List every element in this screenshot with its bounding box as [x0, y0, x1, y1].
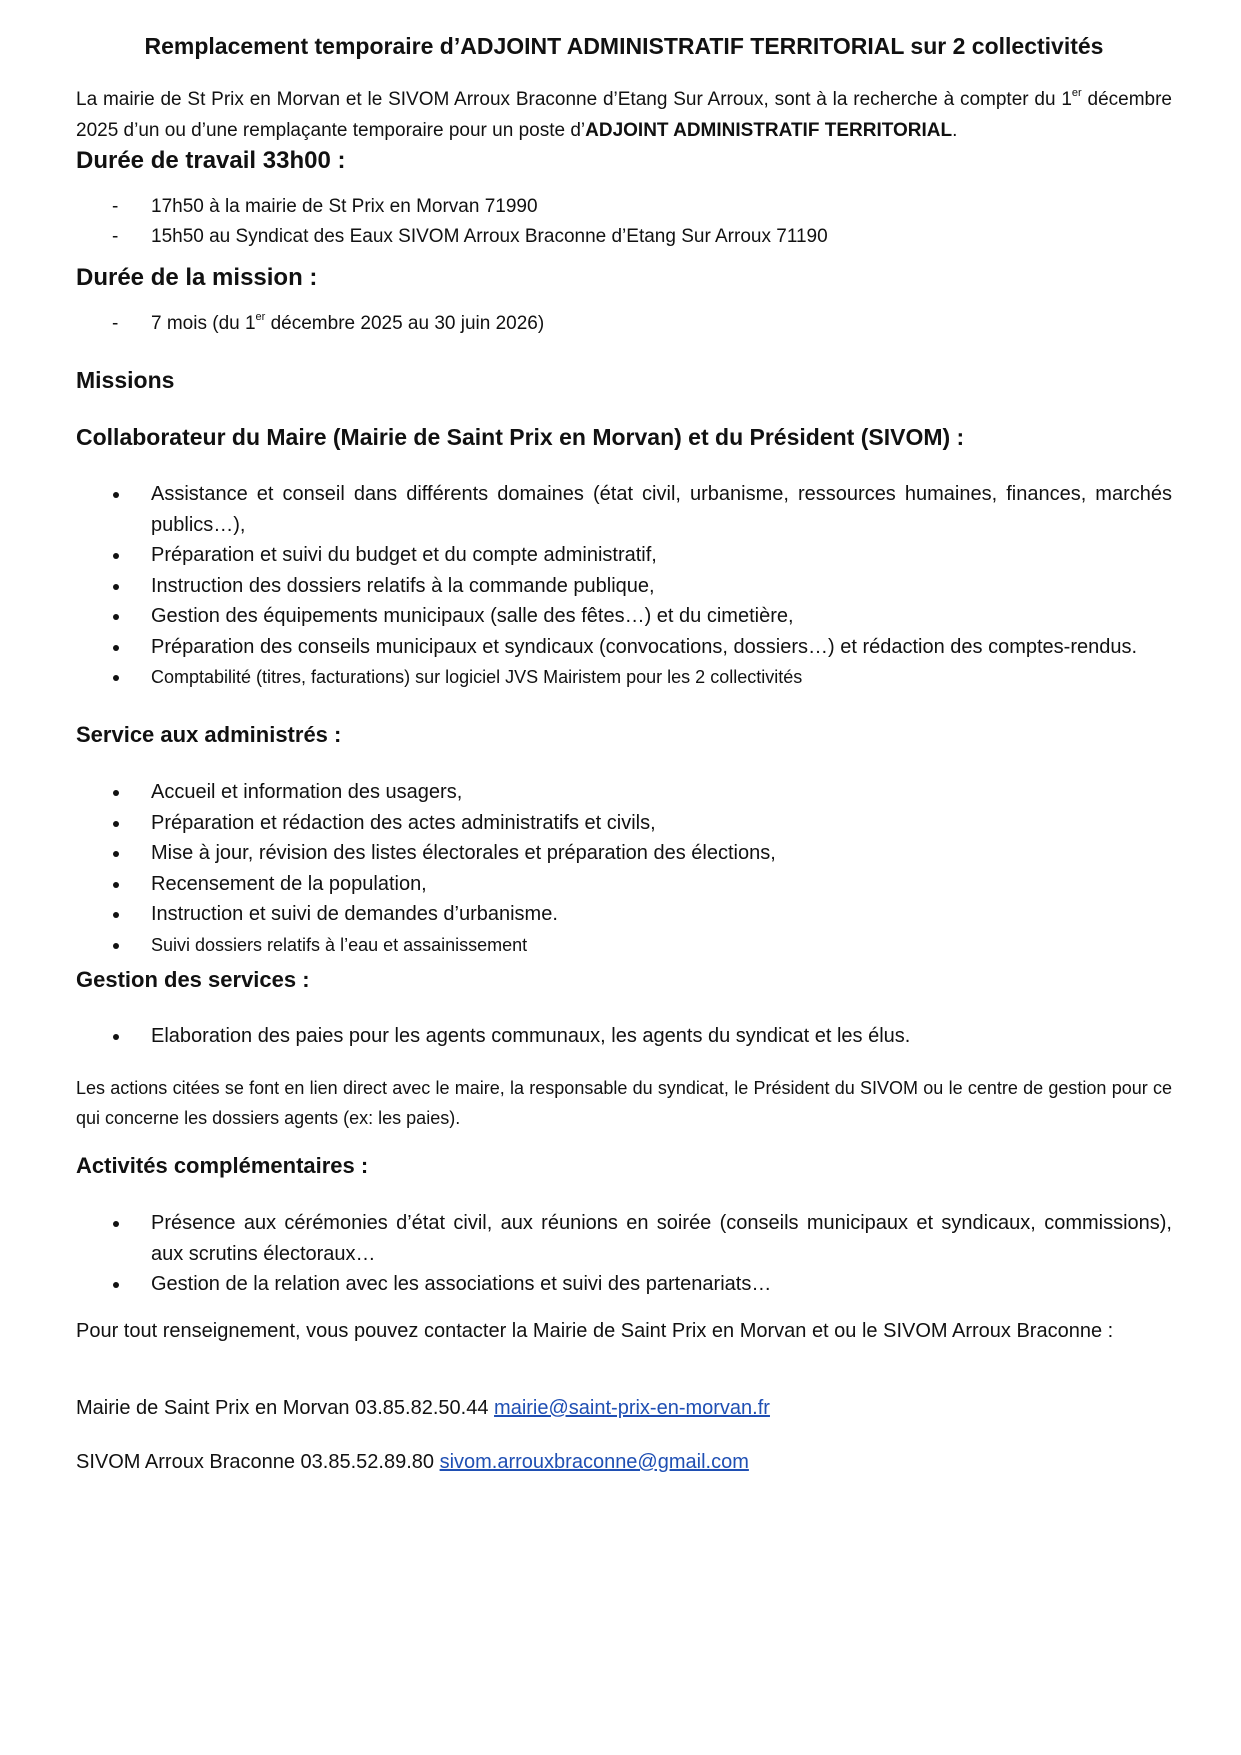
list-item [76, 540, 1172, 571]
sivom-phone-text: SIVOM Arroux Braconne 03.85.52.89.80 [76, 1451, 440, 1473]
heading-collaborateur: Collaborateur du Maire (Mairie de Saint Prix en Morvan) et du Président (SIVOM) : [76, 424, 965, 450]
mission-sup: er [255, 310, 266, 323]
bullet-dot [113, 790, 119, 796]
list-item [76, 930, 1172, 961]
list-item-text: Préparation et suivi du budget et du compte administratif, [151, 544, 657, 566]
bullet-dot [113, 882, 119, 888]
list-item [76, 1021, 1172, 1052]
list-duree-mission [76, 309, 1172, 339]
intro-text-2: décembre 2025 d’un ou d’une remplaçante temporaire pour un poste d’ [76, 89, 1172, 141]
intro-sup: er [1071, 86, 1082, 99]
list-item-text: Instruction des dossiers relatifs à la commande publique, [151, 574, 655, 597]
heading-service: Service aux administrés : [76, 722, 342, 747]
intro-paragraph [76, 84, 1172, 146]
dash-mark: - [112, 196, 119, 217]
heading-duree-mission: Durée de la mission : [76, 264, 318, 291]
document-title: Remplacement temporaire d’ADJOINT ADMINISTRATIF TERRITORIAL sur 2 collectivités [144, 33, 1104, 59]
note-paragraph: Les actions citées se font en lien direct avec le maire, la responsable du syndicat, le Président du SIVOM ou le centre de gestion pour ce qui concerne les dossiers agents (ex: les paies). [76, 1078, 1172, 1128]
contact-sivom [76, 1451, 749, 1474]
bullet-dot [113, 912, 119, 918]
contact-intro: Pour tout renseignement, vous pouvez contacter la Mairie de Saint Prix en Morvan et ou le SIVOM Arroux Braconne : [76, 1320, 1114, 1342]
list-item [76, 808, 1172, 839]
bullet-dot [113, 675, 119, 681]
list-item [76, 899, 1172, 930]
bullet-dot [113, 821, 119, 827]
list-gestion [76, 1021, 1172, 1052]
bullet-dot [113, 584, 119, 590]
list-item-text: Préparation et rédaction des actes administratifs et civils, [151, 811, 656, 834]
intro-text-1: La mairie de St Prix en Morvan et le SIVOM Arroux Braconne d’Etang Sur Arroux, sont à la recherche à compter du 1 [76, 89, 1072, 110]
heading-duree-travail: Durée de travail 33h00 : [76, 147, 346, 174]
list-item-text: 15h50 au Syndicat des Eaux SIVOM Arroux Braconne d’Etang Sur Arroux 71190 [151, 226, 828, 247]
list-activites [76, 1208, 1172, 1300]
list-item-text: Assistance et conseil dans différents domaines (état civil, urbanisme, ressources humaines, finances, marchés publics…), [151, 483, 1172, 536]
bullet-dot [113, 492, 119, 498]
list-item [76, 571, 1172, 602]
dash-mark: - [112, 313, 119, 334]
contact-mairie [76, 1397, 770, 1420]
heading-gestion: Gestion des services : [76, 967, 310, 992]
list-item [76, 1269, 1172, 1300]
list-item-text: Gestion des équipements municipaux (salle des fêtes…) et du cimetière, [151, 605, 794, 627]
list-item [76, 479, 1172, 540]
mairie-email-link[interactable]: mairie@saint-prix-en-morvan.fr [494, 1397, 770, 1419]
list-service [76, 777, 1172, 960]
list-item-text: Recensement de la population, [151, 872, 427, 895]
list-item [76, 632, 1172, 663]
list-item-text: Comptabilité (titres, facturations) sur logiciel JVS Mairistem pour les 2 collectivités [151, 667, 803, 687]
list-item-text: Elaboration des paies pour les agents communaux, les agents du syndicat et les élus. [151, 1025, 911, 1047]
bullet-dot [113, 1282, 119, 1288]
list-item-text: Présence aux cérémonies d’état civil, aux réunions en soirée (conseils municipaux et syndicaux, commissions), aux scrutins électoraux… [151, 1212, 1172, 1265]
list-item-text: Suivi dossiers relatifs à l’eau et assainissement [151, 934, 528, 955]
bullet-dot [113, 943, 119, 949]
list-duree-travail [76, 192, 1172, 252]
list-item [76, 869, 1172, 900]
list-item [76, 601, 1172, 632]
list-item [76, 1208, 1172, 1269]
list-item [76, 309, 1172, 339]
heading-missions: Missions [76, 367, 175, 393]
bullet-dot [113, 1034, 119, 1040]
list-item [76, 192, 1172, 222]
mission-text-2: décembre 2025 au 30 juin 2026) [265, 313, 545, 334]
dash-mark: - [112, 226, 119, 247]
list-collaborateur [76, 479, 1172, 693]
heading-activites: Activités complémentaires : [76, 1153, 369, 1178]
list-item [76, 838, 1172, 869]
bullet-dot [113, 553, 119, 559]
bullet-dot [113, 645, 119, 651]
intro-job-title: ADJOINT ADMINISTRATIF TERRITORIAL [585, 120, 953, 141]
mission-text-1: 7 mois (du 1 [151, 313, 256, 334]
list-item [76, 662, 1172, 693]
sivom-email-link[interactable]: sivom.arrouxbraconne@gmail.com [439, 1451, 749, 1473]
list-item-text: Préparation des conseils municipaux et syndicaux (convocations, dossiers…) et rédaction des comptes-rendus. [151, 635, 1138, 658]
list-item-text: Gestion de la relation avec les associations et suivi des partenariats… [151, 1273, 772, 1295]
list-item-text: 17h50 à la mairie de St Prix en Morvan 71990 [151, 196, 538, 217]
mairie-phone-text: Mairie de Saint Prix en Morvan 03.85.82.50.44 [76, 1397, 495, 1419]
intro-end: . [952, 120, 958, 141]
bullet-dot [113, 1221, 119, 1227]
list-item [76, 777, 1172, 808]
list-item-text: Accueil et information des usagers, [151, 781, 463, 803]
bullet-dot [113, 851, 119, 857]
list-item-text: Instruction et suivi de demandes d’urbanisme. [151, 903, 558, 925]
list-item [76, 222, 1172, 252]
bullet-dot [113, 614, 119, 620]
list-item-text: Mise à jour, révision des listes électorales et préparation des élections, [151, 842, 776, 864]
